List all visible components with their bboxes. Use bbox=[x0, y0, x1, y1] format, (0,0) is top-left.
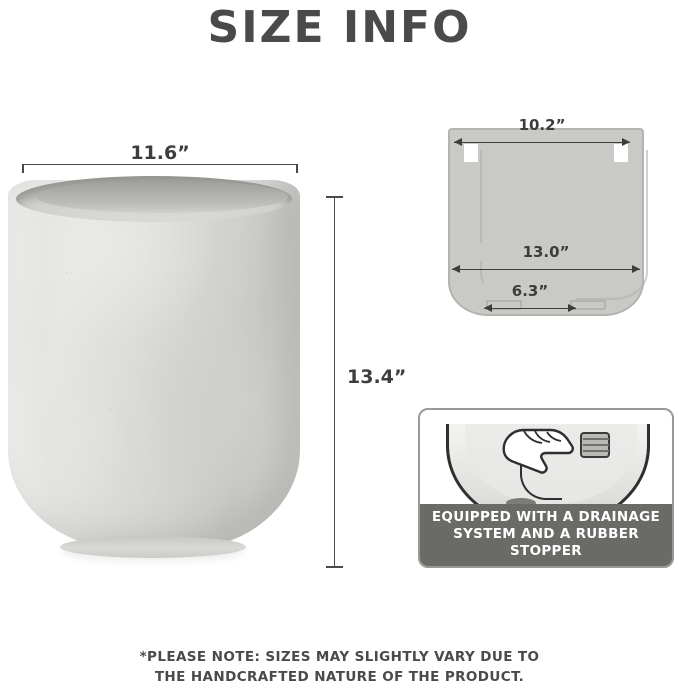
dimension-cap-top bbox=[326, 196, 343, 198]
planter-rim-inner bbox=[36, 180, 288, 213]
drainage-caption bbox=[420, 504, 672, 566]
drainage-panel bbox=[418, 408, 674, 568]
rubber-stopper-icon bbox=[580, 432, 610, 458]
arrow-right-icon bbox=[622, 138, 630, 146]
dimension-line bbox=[452, 269, 640, 270]
dimension-line bbox=[22, 164, 298, 165]
dimension-label-inner-top: 10.2” bbox=[518, 116, 566, 134]
footnote-line1: *PLEASE NOTE: SIZES MAY SLIGHTLY VARY DUE TO bbox=[139, 649, 540, 665]
cross-section-inner-wall bbox=[480, 150, 648, 300]
dimension-label-top-diameter: 11.6” bbox=[22, 142, 298, 164]
dimension-inner-top bbox=[454, 116, 630, 149]
footnote-line2: THE HANDCRAFTED NATURE OF THE PRODUCT. bbox=[154, 668, 525, 685]
arrow-right-icon bbox=[568, 304, 576, 312]
drainage-caption-line2: SYSTEM AND A RUBBER STOPPER bbox=[453, 526, 639, 560]
dimension-cap-bottom bbox=[326, 566, 343, 568]
planter-foot bbox=[60, 536, 246, 558]
arrow-left-icon bbox=[454, 138, 462, 146]
dimension-top-diameter bbox=[22, 142, 298, 172]
dimension-label-outer-width: 13.0” bbox=[452, 243, 640, 261]
dimension-base-width bbox=[484, 282, 576, 315]
arrow-left-icon bbox=[452, 265, 460, 273]
dimension-line bbox=[334, 196, 335, 568]
arrow-right-icon bbox=[632, 265, 640, 273]
planter-body bbox=[8, 180, 300, 550]
product-photo bbox=[8, 180, 308, 565]
dimension-line bbox=[484, 308, 576, 309]
dimension-line bbox=[454, 142, 630, 143]
dimension-outer-width bbox=[452, 243, 640, 276]
dimension-label-height: 13.4” bbox=[344, 364, 409, 390]
dimension-height bbox=[322, 196, 412, 568]
dimension-label-base-width: 6.3” bbox=[484, 282, 576, 300]
arrow-left-icon bbox=[484, 304, 492, 312]
drainage-caption-line1: EQUIPPED WITH A DRAINAGE bbox=[431, 509, 661, 526]
planter-rim bbox=[16, 176, 292, 222]
footnote bbox=[0, 648, 679, 687]
page-title: SIZE INFO bbox=[207, 2, 472, 53]
